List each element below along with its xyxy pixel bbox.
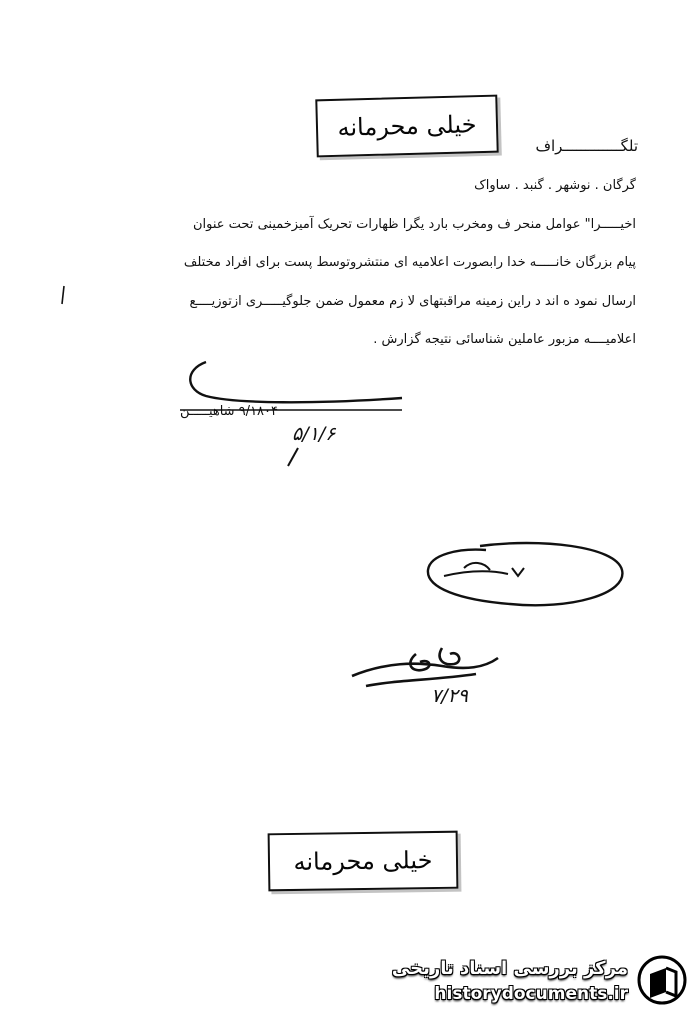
stamp-top-text: خیلی محرمانه xyxy=(337,110,477,142)
archive-logo-icon xyxy=(636,954,688,1006)
handwritten-scribble-signature xyxy=(346,640,506,710)
classification-stamp-top xyxy=(315,95,498,158)
body-line-4: اعلامیــــه مزبور عاملین شناسائی نتیجه گزارش . xyxy=(373,332,636,347)
oval-initial-annotation xyxy=(420,540,626,618)
classification-stamp-bottom xyxy=(268,831,459,892)
margin-mark xyxy=(58,284,70,306)
recipients-line: گرگان . نوشهر . گنبد . ساواک xyxy=(474,178,636,193)
signature-name: ۹/۱۸۰۴ شاهیـــــن xyxy=(180,404,278,419)
body-line-3: ارسال نمود ه اند د راین زمینه مراقبتهای لا زم معمول ضمن جلوگیـــــری ازتوزیــــع xyxy=(189,294,636,309)
archive-watermark xyxy=(391,948,688,1012)
watermark-title: مرکز بررسی اسناد تاریخی xyxy=(391,958,628,979)
stamp-bottom-text: خیلی محرمانه xyxy=(293,846,433,876)
signature-code: ۵/۱/۶ xyxy=(292,423,336,445)
handwritten-number: ۷/۲۹ xyxy=(431,685,469,707)
signature-tick xyxy=(284,446,304,468)
watermark-url: historydocuments.ir xyxy=(434,984,628,1004)
telegraph-heading: تلگـــــــــــــراف xyxy=(535,137,638,155)
body-line-2: پیام بزرگان خانـــــه خدا رابصورت اعلامیه ای منتشروتوسط پست برای افراد مختلف xyxy=(183,255,636,270)
body-line-1: اخیـــــرا" عوامل منحر ف ومخرب بارد یگرا ظهارات تحریک آمیزخمینی تحت عنوان xyxy=(192,217,636,232)
